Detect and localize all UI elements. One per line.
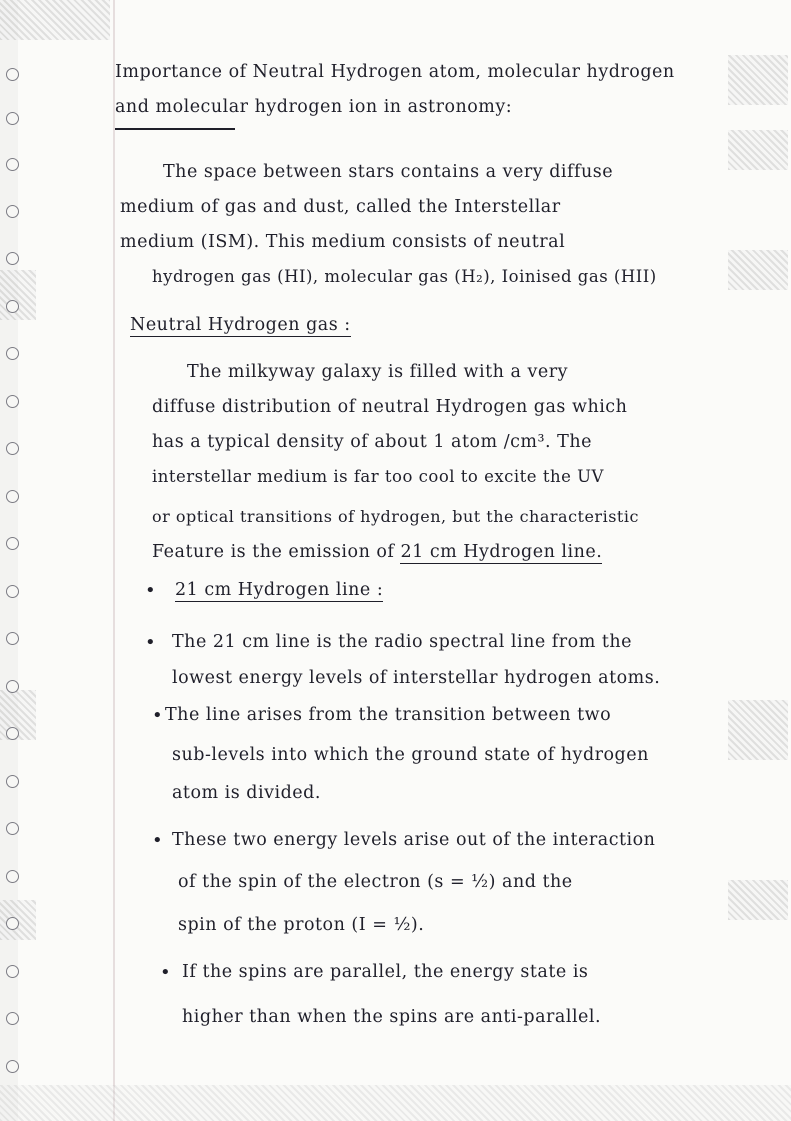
- binder-ring: [6, 1012, 19, 1025]
- binder-ring: [6, 727, 19, 740]
- binder-ring: [6, 965, 19, 978]
- scan-artifact: [728, 880, 788, 920]
- bullet-line: lowest energy levels of interstellar hydrogen atoms.: [172, 668, 661, 688]
- binder-ring: [6, 442, 19, 455]
- section-para-line: or optical transitions of hydrogen, but the characteristic: [152, 507, 639, 526]
- binder-ring: [6, 252, 19, 265]
- bullet-line: of the spin of the electron (s = ½) and the: [178, 872, 573, 892]
- bullet-line: The line arises from the transition between two: [165, 705, 612, 725]
- section-para-line: has a typical density of about 1 atom /cm³. The: [152, 432, 592, 452]
- binder-ring: [6, 205, 19, 218]
- scan-artifact: [728, 55, 788, 105]
- binder-ring: [6, 822, 19, 835]
- bullet-line: higher than when the spins are anti-parallel.: [182, 1007, 602, 1027]
- intro-line: The space between stars contains a very diffuse: [163, 162, 614, 182]
- binder-ring: [6, 917, 19, 930]
- page-title-line-2: and molecular hydrogen ion in astronomy:: [115, 97, 513, 117]
- bullet-line: atom is divided.: [172, 783, 321, 803]
- scan-artifact: [0, 1085, 791, 1121]
- binder-ring: [6, 537, 19, 550]
- bullet-line: If the spins are parallel, the energy state is: [182, 962, 589, 982]
- binder-ring: [6, 870, 19, 883]
- section-para-line: [152, 542, 602, 562]
- binder-ring: [6, 158, 19, 171]
- scan-artifact: [728, 250, 788, 290]
- bullet-line: spin of the proton (I = ½).: [178, 915, 425, 935]
- bullet-line: These two energy levels arise out of the interaction: [172, 830, 656, 850]
- binder-ring: [6, 395, 19, 408]
- hydrogen-line-term: 21 cm Hydrogen line.: [400, 542, 603, 562]
- bullet-dot: •: [145, 580, 156, 601]
- scan-artifact: [728, 130, 788, 170]
- binder-ring: [6, 490, 19, 503]
- subheading-text: 21 cm Hydrogen line :: [175, 580, 384, 600]
- bullet-dot: •: [145, 632, 156, 653]
- bullet-line: The 21 cm line is the radio spectral line from the: [172, 632, 633, 652]
- bullet-line: sub-levels into which the ground state of hydrogen: [172, 745, 649, 765]
- subheading: [175, 580, 383, 600]
- section-heading: [130, 315, 351, 335]
- binder-ring: [6, 680, 19, 693]
- binder-ring: [6, 300, 19, 313]
- scan-artifact: [0, 270, 36, 320]
- scan-artifact: [0, 0, 110, 40]
- binder-ring: [6, 775, 19, 788]
- binder-ring: [6, 585, 19, 598]
- title-underline: [115, 128, 235, 130]
- scan-artifact: [728, 700, 788, 760]
- bullet-dot: •: [160, 962, 171, 983]
- intro-line: medium of gas and dust, called the Interstellar: [120, 197, 561, 217]
- page-title-line-1: Importance of Neutral Hydrogen atom, molecular hydrogen: [115, 62, 675, 82]
- margin-line: [113, 0, 115, 1121]
- binder-ring: [6, 1060, 19, 1073]
- intro-line: hydrogen gas (HI), molecular gas (H₂), Ioinised gas (HII): [152, 267, 657, 286]
- binder-ring: [6, 112, 19, 125]
- bullet-dot: •: [152, 705, 163, 726]
- section-heading-text: Neutral Hydrogen gas :: [130, 315, 351, 335]
- section-para-line: The milkyway galaxy is filled with a very: [187, 362, 568, 382]
- section-para-line: interstellar medium is far too cool to excite the UV: [152, 467, 604, 486]
- intro-line: medium (ISM). This medium consists of neutral: [120, 232, 566, 252]
- bullet-dot: •: [152, 830, 163, 851]
- binder-ring: [6, 347, 19, 360]
- section-para-text: Feature is the emission of: [152, 542, 401, 562]
- section-para-line: diffuse distribution of neutral Hydrogen gas which: [152, 397, 628, 417]
- binder-ring: [6, 632, 19, 645]
- binder-ring: [6, 68, 19, 81]
